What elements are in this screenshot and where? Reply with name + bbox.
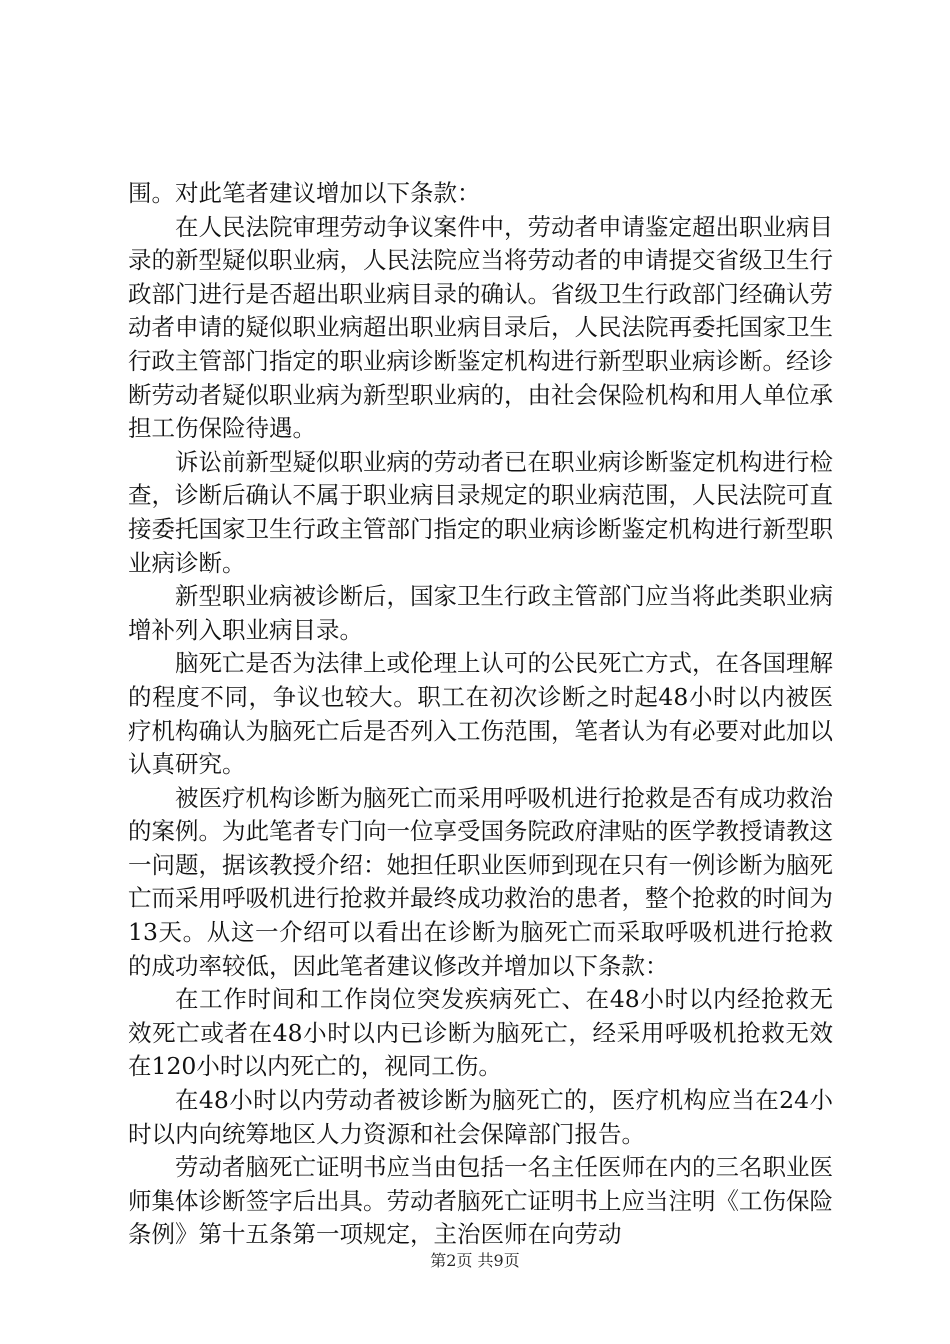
paragraph-1: 围。对此笔者建议增加以下条款： [128, 179, 481, 207]
page-footer [0, 1248, 950, 1271]
paragraph-3: 诉讼前新型疑似职业病的劳动者已在职业病诊断鉴定机构进行检查，诊断后确认不属于职业病目录规定的职业病范围，人民法院可直接委托国家卫生行政主管部门指定的职业病诊断鉴定机构进行新型职业病诊断。 [128, 447, 833, 577]
paragraph-2: 在人民法院审理劳动争议案件中，劳动者申请鉴定超出职业病目录的新型疑似职业病，人民法院应当将劳动者的申请提交省级卫生行政部门进行是否超出职业病目录的确认。省级卫生行政部门经确认劳动者申请的疑似职业病超出职业病目录后，人民法院再委托国家卫生行政主管部门指定的职业病诊断鉴定机构进行新型职业病诊断。经诊断劳动者疑似职业病为新型职业病的，由社会保险机构和用人单位承担工伤保险待遇。 [128, 212, 833, 443]
paragraph-7: 在工作时间和工作岗位突发疾病死亡、在48小时以内经抢救无效死亡或者在48小时以内已诊断为脑死亡，经采用呼吸机抢救无效在120小时以内死亡的，视同工伤。 [128, 985, 833, 1081]
paragraph-8: 在48小时以内劳动者被诊断为脑死亡的，医疗机构应当在24小时以内向统筹地区人力资源和社会保障部门报告。 [128, 1086, 833, 1148]
paragraph-4: 新型职业病被诊断后，国家卫生行政主管部门应当将此类职业病增补列入职业病目录。 [128, 582, 833, 644]
paragraph-5: 脑死亡是否为法律上或伦理上认可的公民死亡方式，在各国理解的程度不同，争议也较大。职工在初次诊断之时起48小时以内被医疗机构确认为脑死亡后是否列入工伤范围，笔者认为有必要对此加以认真研究。 [128, 649, 833, 779]
paragraph-6: 被医疗机构诊断为脑死亡而采用呼吸机进行抢救是否有成功救治的案例。为此笔者专门向一位享受国务院政府津贴的医学教授请教这一问题，据该教授介绍：她担任职业医师到现在只有一例诊断为脑死亡而采用呼吸机进行抢救并最终成功救治的患者，整个抢救的时间为13天。从这一介绍可以看出在诊断为脑死亡而采取呼吸机进行抢救的成功率较低，因此笔者建议修改并增加以下条款： [128, 783, 833, 980]
document-body [128, 177, 833, 1252]
paragraph-9: 劳动者脑死亡证明书应当由包括一名主任医师在内的三名职业医师集体诊断签字后出具。劳动者脑死亡证明书上应当注明《工伤保险条例》第十五条第一项规定，主治医师在向劳动 [128, 1153, 833, 1249]
page-number-label: 第2页 共9页 [430, 1251, 520, 1270]
